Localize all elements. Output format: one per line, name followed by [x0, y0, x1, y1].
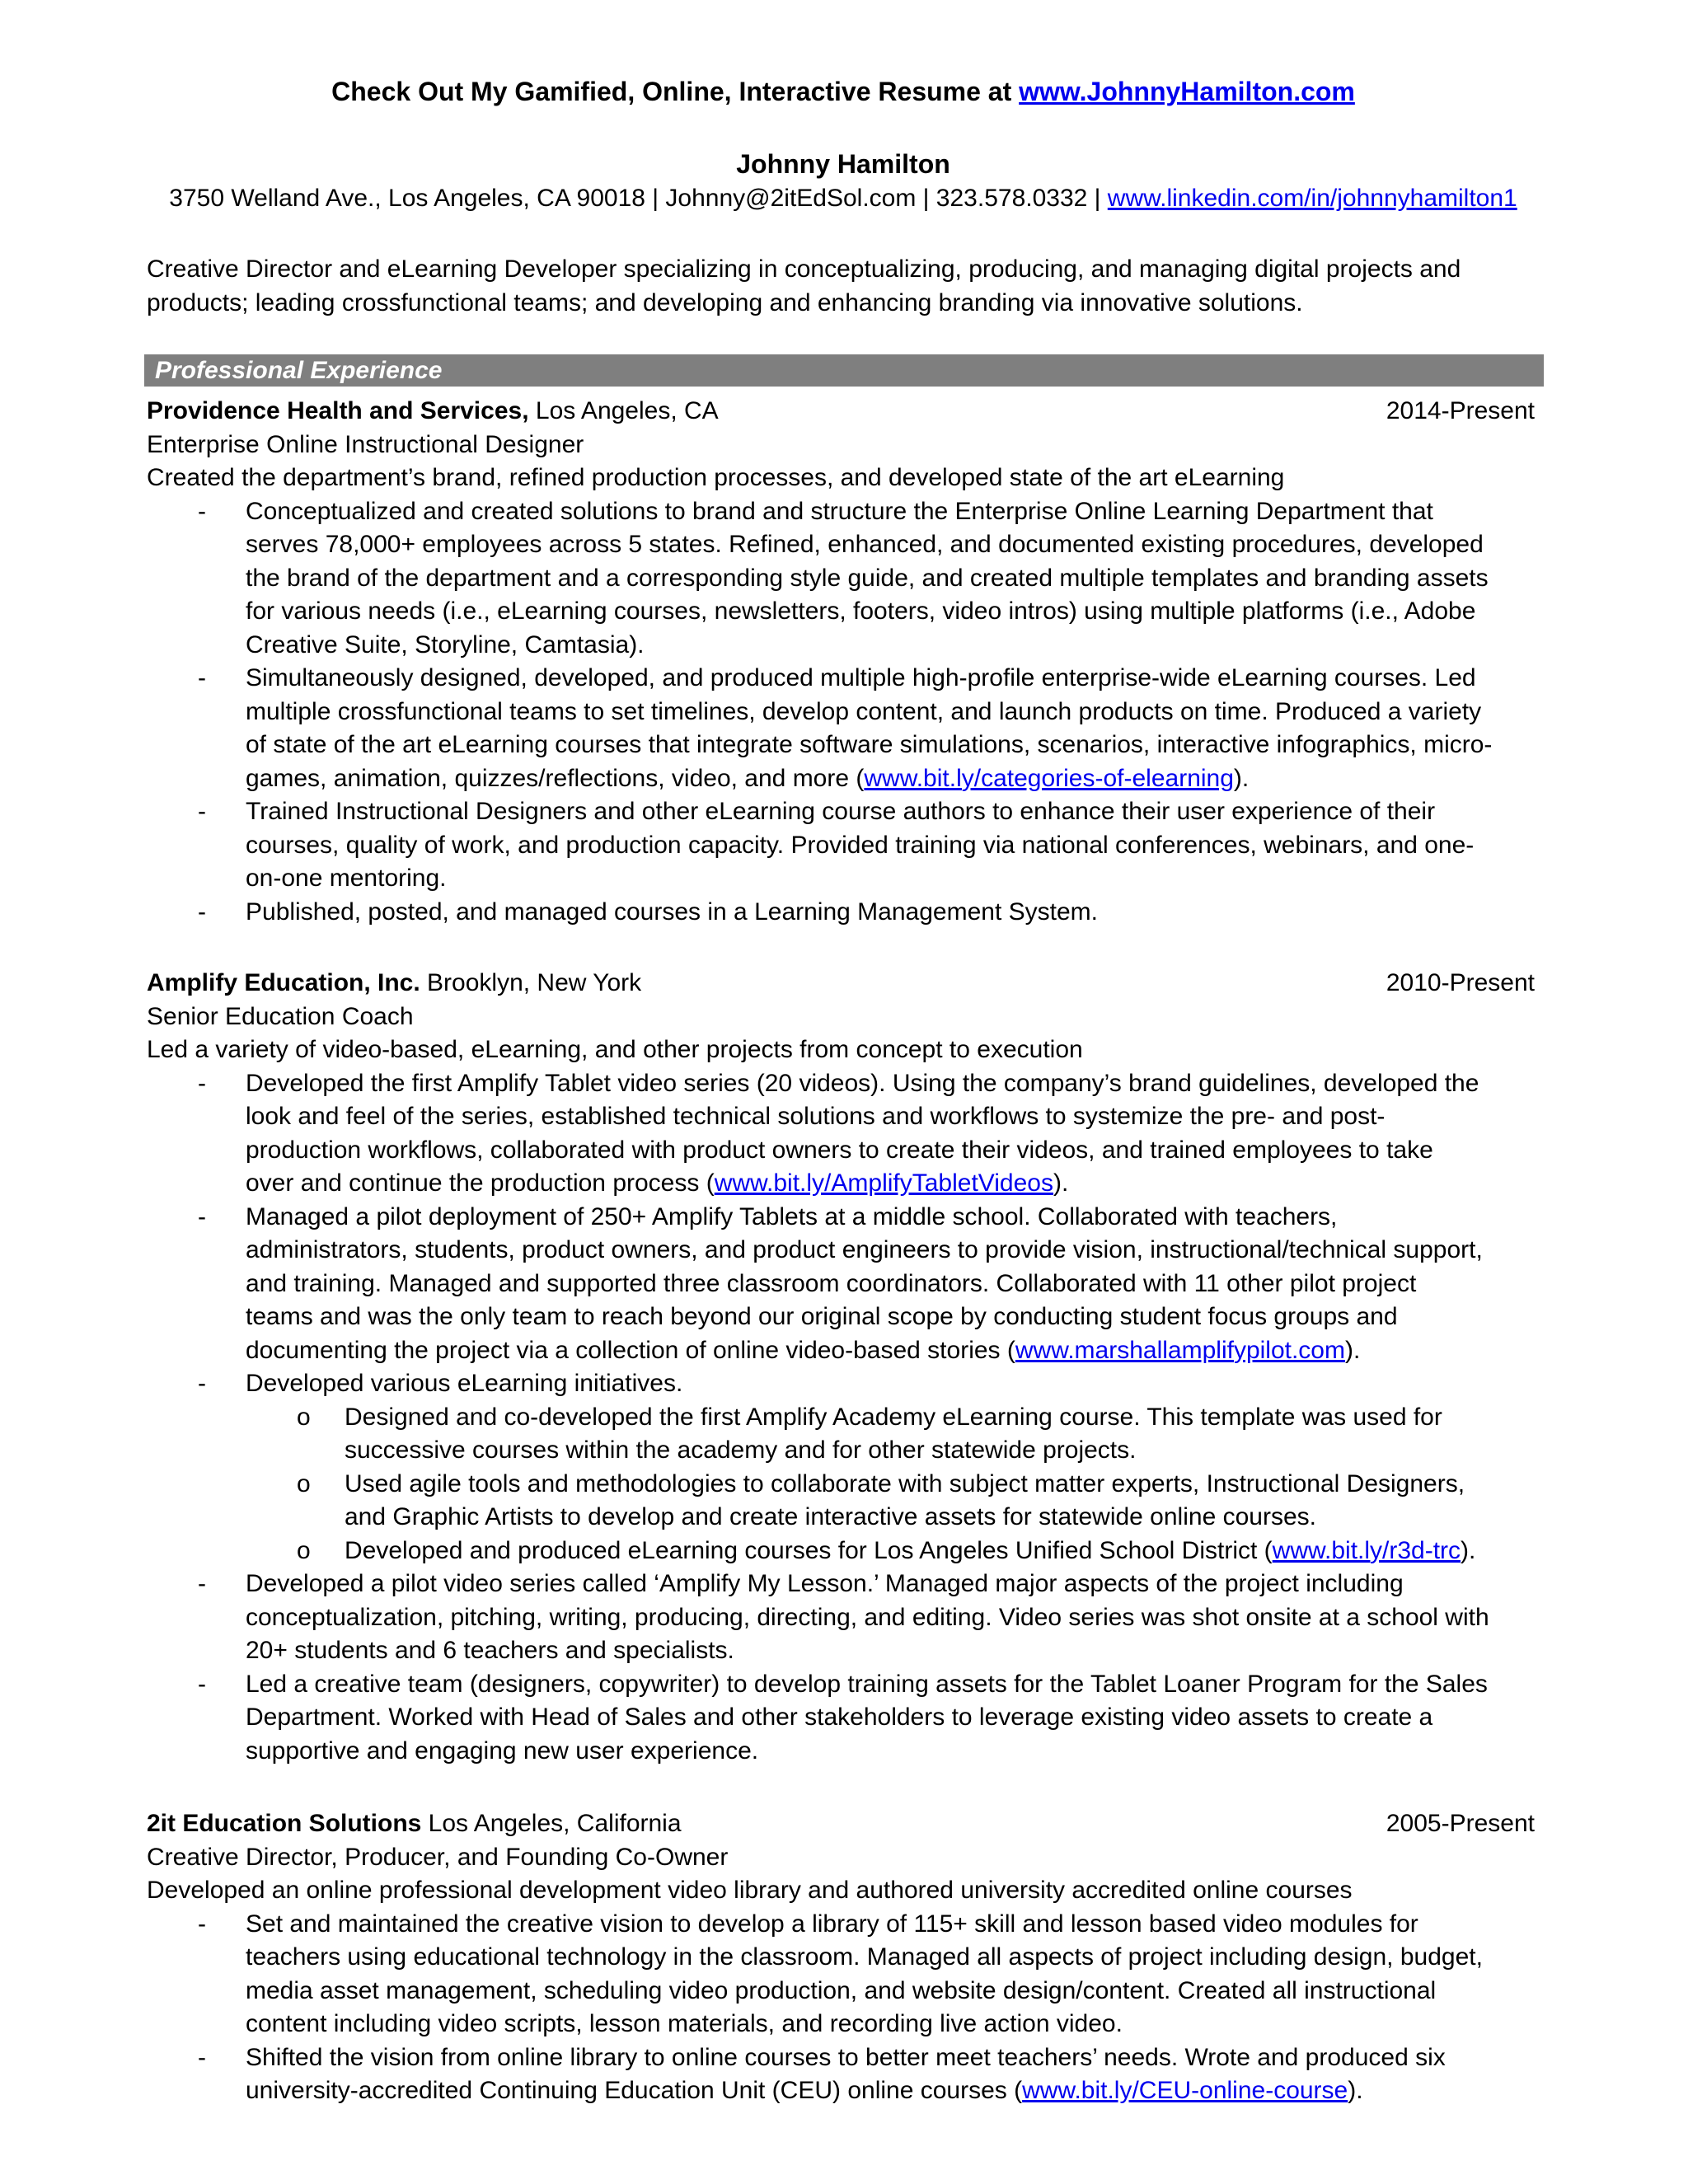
sub-bullet-marker: o — [297, 1536, 311, 1564]
bullet-marker: - — [198, 1370, 206, 1397]
job-2it — [147, 1807, 1540, 2108]
bullet-line: content including video scripts, lesson materials, and recording live action video. — [246, 2010, 1123, 2037]
company-name: Amplify Education, Inc. — [147, 969, 420, 996]
bullet-marker: - — [198, 1670, 206, 1698]
bullet-line: courses, quality of work, and production capacity. Provided training via national conferences, webinars, and one- — [246, 831, 1475, 859]
bullet-marker: - — [198, 1069, 206, 1097]
bullet-line: Developed a pilot video series called ‘Amplify My Lesson.’ Managed major aspects of the project including — [246, 1570, 1404, 1597]
bullet-line: Managed a pilot deployment of 250+ Amplify Tablets at a middle school. Collaborated with teachers, — [246, 1202, 1338, 1230]
bullet-line: supportive and engaging new user experience. — [246, 1736, 759, 1765]
sub-bullet-line: Used agile tools and methodologies to collaborate with subject matter experts, Instructional Designers, — [345, 1469, 1465, 1497]
job-providence — [147, 395, 1540, 929]
job-dates: 2010-Present — [1386, 969, 1535, 996]
sub-bullet-line: and Graphic Artists to develop and create interactive assets for statewide online courses. — [345, 1503, 1316, 1530]
summary — [147, 253, 1540, 320]
bullet-marker: - — [198, 1910, 206, 1938]
bullet-line: conceptualization, pitching, writing, producing, directing, and editing. Video series was shot onsite at a school with — [246, 1603, 1489, 1631]
company-name: 2it Education Solutions — [147, 1810, 422, 1837]
bullet-item — [147, 662, 1540, 795]
summary-line: products; leading crossfunctional teams; and developing and enhancing branding via innovative solutions. — [147, 288, 1303, 316]
bullet-marker: - — [198, 1202, 206, 1230]
bullet-line: for various needs (i.e., eLearning courses, newsletters, footers, video intros) using multiple platforms (i.e., Adobe — [246, 598, 1476, 625]
company-location: Brooklyn, New York — [420, 969, 642, 996]
job-overview: Created the department’s brand, refined production processes, and developed state of the art eLearning — [147, 464, 1285, 491]
bullet-line: teams and was the only team to reach beyond our original scope by conducting student focus groups and — [246, 1303, 1398, 1330]
bullet-line: on-one mentoring. — [246, 865, 447, 892]
bullet-item — [147, 2041, 1540, 2108]
summary-line: Creative Director and eLearning Developer specializing in conceptualizing, producing, and managing digital projects and — [147, 255, 1461, 283]
sub-bullet-line: Designed and co-developed the first Amplify Academy eLearning course. This template was used for — [345, 1403, 1442, 1431]
contact-line: 3750 Welland Ave., Los Angeles, CA 90018 | Johnny@2itEdSol.com | 323.578.0332 | www.linkedin.com/in/johnnyhamilton1 — [169, 185, 1517, 212]
bullet-line: Department. Worked with Head of Sales and other stakeholders to leverage existing video assets to create a — [246, 1704, 1433, 1731]
bullet-line: and training. Managed and supported three classroom coordinators. Collaborated with 11 other pilot project — [246, 1269, 1417, 1297]
bullet-item — [147, 1908, 1540, 2041]
bullet-marker: - — [198, 664, 206, 691]
bullet-line: Led a creative team (designers, copywriter) to develop training assets for the Tablet Loaner Program for the Sales — [246, 1670, 1488, 1698]
categories-elearning-link[interactable]: www.bit.ly/categories-of-elearning — [864, 764, 1234, 792]
promo-line: Check Out My Gamified, Online, Interactive Resume at www.JohnnyHamilton.com — [331, 77, 1355, 106]
bullet-item — [147, 495, 1540, 663]
bullet-item — [147, 1668, 1540, 1769]
bullet-line: of state of the art eLearning courses that integrate software simulations, scenarios, interactive infographics, micro- — [246, 731, 1493, 758]
sub-bullet-line: Developed and produced eLearning courses for Los Angeles Unified School District (www.bit.ly/r3d-trc). — [345, 1536, 1476, 1564]
job-title: Enterprise Online Instructional Designer — [147, 430, 584, 458]
bullet-item — [147, 896, 1540, 930]
company-location: Los Angeles, CA — [528, 397, 719, 424]
bullet-line: production workflows, collaborated with product owners to create their videos, and trained employees to take — [246, 1136, 1433, 1164]
sub-bullet-line: successive courses within the academy and for other statewide projects. — [345, 1436, 1137, 1464]
bullet-line: Developed the first Amplify Tablet video series (20 videos). Using the company’s brand guidelines, developed the — [246, 1069, 1479, 1097]
job-header — [147, 967, 1540, 1001]
amplify-tablet-videos-link[interactable]: www.bit.ly/AmplifyTabletVideos — [714, 1169, 1053, 1197]
bullet-marker: - — [198, 1570, 206, 1597]
bullet-line: 20+ students and 6 teachers and specialists. — [246, 1637, 734, 1664]
job-dates: 2014-Present — [1386, 397, 1535, 424]
bullet-item — [147, 795, 1540, 896]
bullet-line: documenting the project via a collection of online video-based stories (www.marshallamplifypilot.com). — [246, 1336, 1361, 1364]
job-overview: Developed an online professional development video library and authored university accredited online courses — [147, 1877, 1353, 1904]
sub-bullet-marker: o — [297, 1469, 311, 1497]
bullet-line: administrators, students, product owners, and product engineers to provide vision, instructional/technical support, — [246, 1236, 1483, 1263]
job-title: Senior Education Coach — [147, 1002, 414, 1030]
linkedin-link[interactable]: www.linkedin.com/in/johnnyhamilton1 — [1107, 185, 1517, 212]
r3d-trc-link[interactable]: www.bit.ly/r3d-trc — [1272, 1536, 1461, 1564]
job-amplify — [147, 967, 1540, 1768]
bullet-line: media asset management, scheduling video production, and website design/content. Created all instructional — [246, 1976, 1437, 2004]
bullet-line: serves 78,000+ employees across 5 states. Refined, enhanced, and documented existing procedures, developed — [246, 531, 1484, 558]
bullet-item — [147, 1067, 1540, 1201]
job-header — [147, 1807, 1540, 1841]
sub-bullet-item — [147, 1401, 1540, 1468]
bullet-line: Developed various eLearning initiatives. — [246, 1370, 683, 1397]
bullet-line: Published, posted, and managed courses in a Learning Management System. — [246, 898, 1098, 926]
bullet-line: over and continue the production process (www.bit.ly/AmplifyTabletVideos). — [246, 1169, 1069, 1197]
bullet-item — [147, 1367, 1540, 1401]
job-title: Creative Director, Producer, and Founding Co-Owner — [147, 1843, 729, 1871]
bullet-line: Creative Suite, Storyline, Camtasia). — [246, 630, 645, 658]
sub-bullet-item — [147, 1535, 1540, 1568]
bullet-line: games, animation, quizzes/reflections, video, and more (www.bit.ly/categories-of-elearning). — [246, 764, 1250, 792]
bullet-line: Conceptualized and created solutions to brand and structure the Enterprise Online Learning Department that — [246, 497, 1433, 525]
ceu-online-course-link[interactable]: www.bit.ly/CEU-online-course — [1022, 2077, 1348, 2104]
bullet-item — [147, 1568, 1540, 1668]
bullet-line: university-accredited Continuing Education Unit (CEU) online courses (www.bit.ly/CEU-online-course). — [246, 2077, 1363, 2104]
bullet-line: multiple crossfunctional teams to set timelines, develop content, and launch products on time. Produced a variety — [246, 697, 1482, 725]
bullet-line: teachers using educational technology in the classroom. Managed all aspects of project including design, budget, — [246, 1943, 1483, 1971]
job-dates: 2005-Present — [1386, 1810, 1535, 1837]
candidate-name: Johnny Hamilton — [736, 149, 950, 179]
bullet-line: the brand of the department and a corresponding style guide, and created multiple templates and branding assets — [246, 564, 1489, 592]
bullet-marker: - — [198, 898, 206, 926]
bullet-marker: - — [198, 2043, 206, 2071]
bullet-item — [147, 1201, 1540, 1368]
section-header-professional-experience: Professional Experience — [144, 354, 1544, 387]
bullet-line: Trained Instructional Designers and other eLearning course authors to enhance their user experience of their — [246, 798, 1436, 825]
sub-bullet-item — [147, 1468, 1540, 1535]
bullet-line: Simultaneously designed, developed, and produced multiple high-profile enterprise-wide eLearning courses. Led — [246, 664, 1476, 691]
bullet-marker: - — [198, 497, 206, 525]
bullet-line: Set and maintained the creative vision to develop a library of 115+ skill and lesson based video modules for — [246, 1910, 1418, 1938]
company-name: Providence Health and Services, — [147, 397, 529, 424]
job-overview: Led a variety of video-based, eLearning, and other projects from concept to execution — [147, 1036, 1083, 1063]
bullet-marker: - — [198, 798, 206, 825]
sub-bullet-marker: o — [297, 1403, 311, 1431]
marshall-pilot-link[interactable]: www.marshallamplifypilot.com — [1015, 1336, 1345, 1364]
bullet-line: look and feel of the series, established technical solutions and workflows to systemize the pre- and post- — [246, 1103, 1386, 1130]
job-header — [147, 395, 1540, 429]
company-location: Los Angeles, California — [421, 1810, 682, 1837]
website-link[interactable]: www.JohnnyHamilton.com — [1019, 77, 1355, 106]
bullet-line: Shifted the vision from online library to online courses to better meet teachers’ needs. Wrote and produced six — [246, 2043, 1446, 2071]
